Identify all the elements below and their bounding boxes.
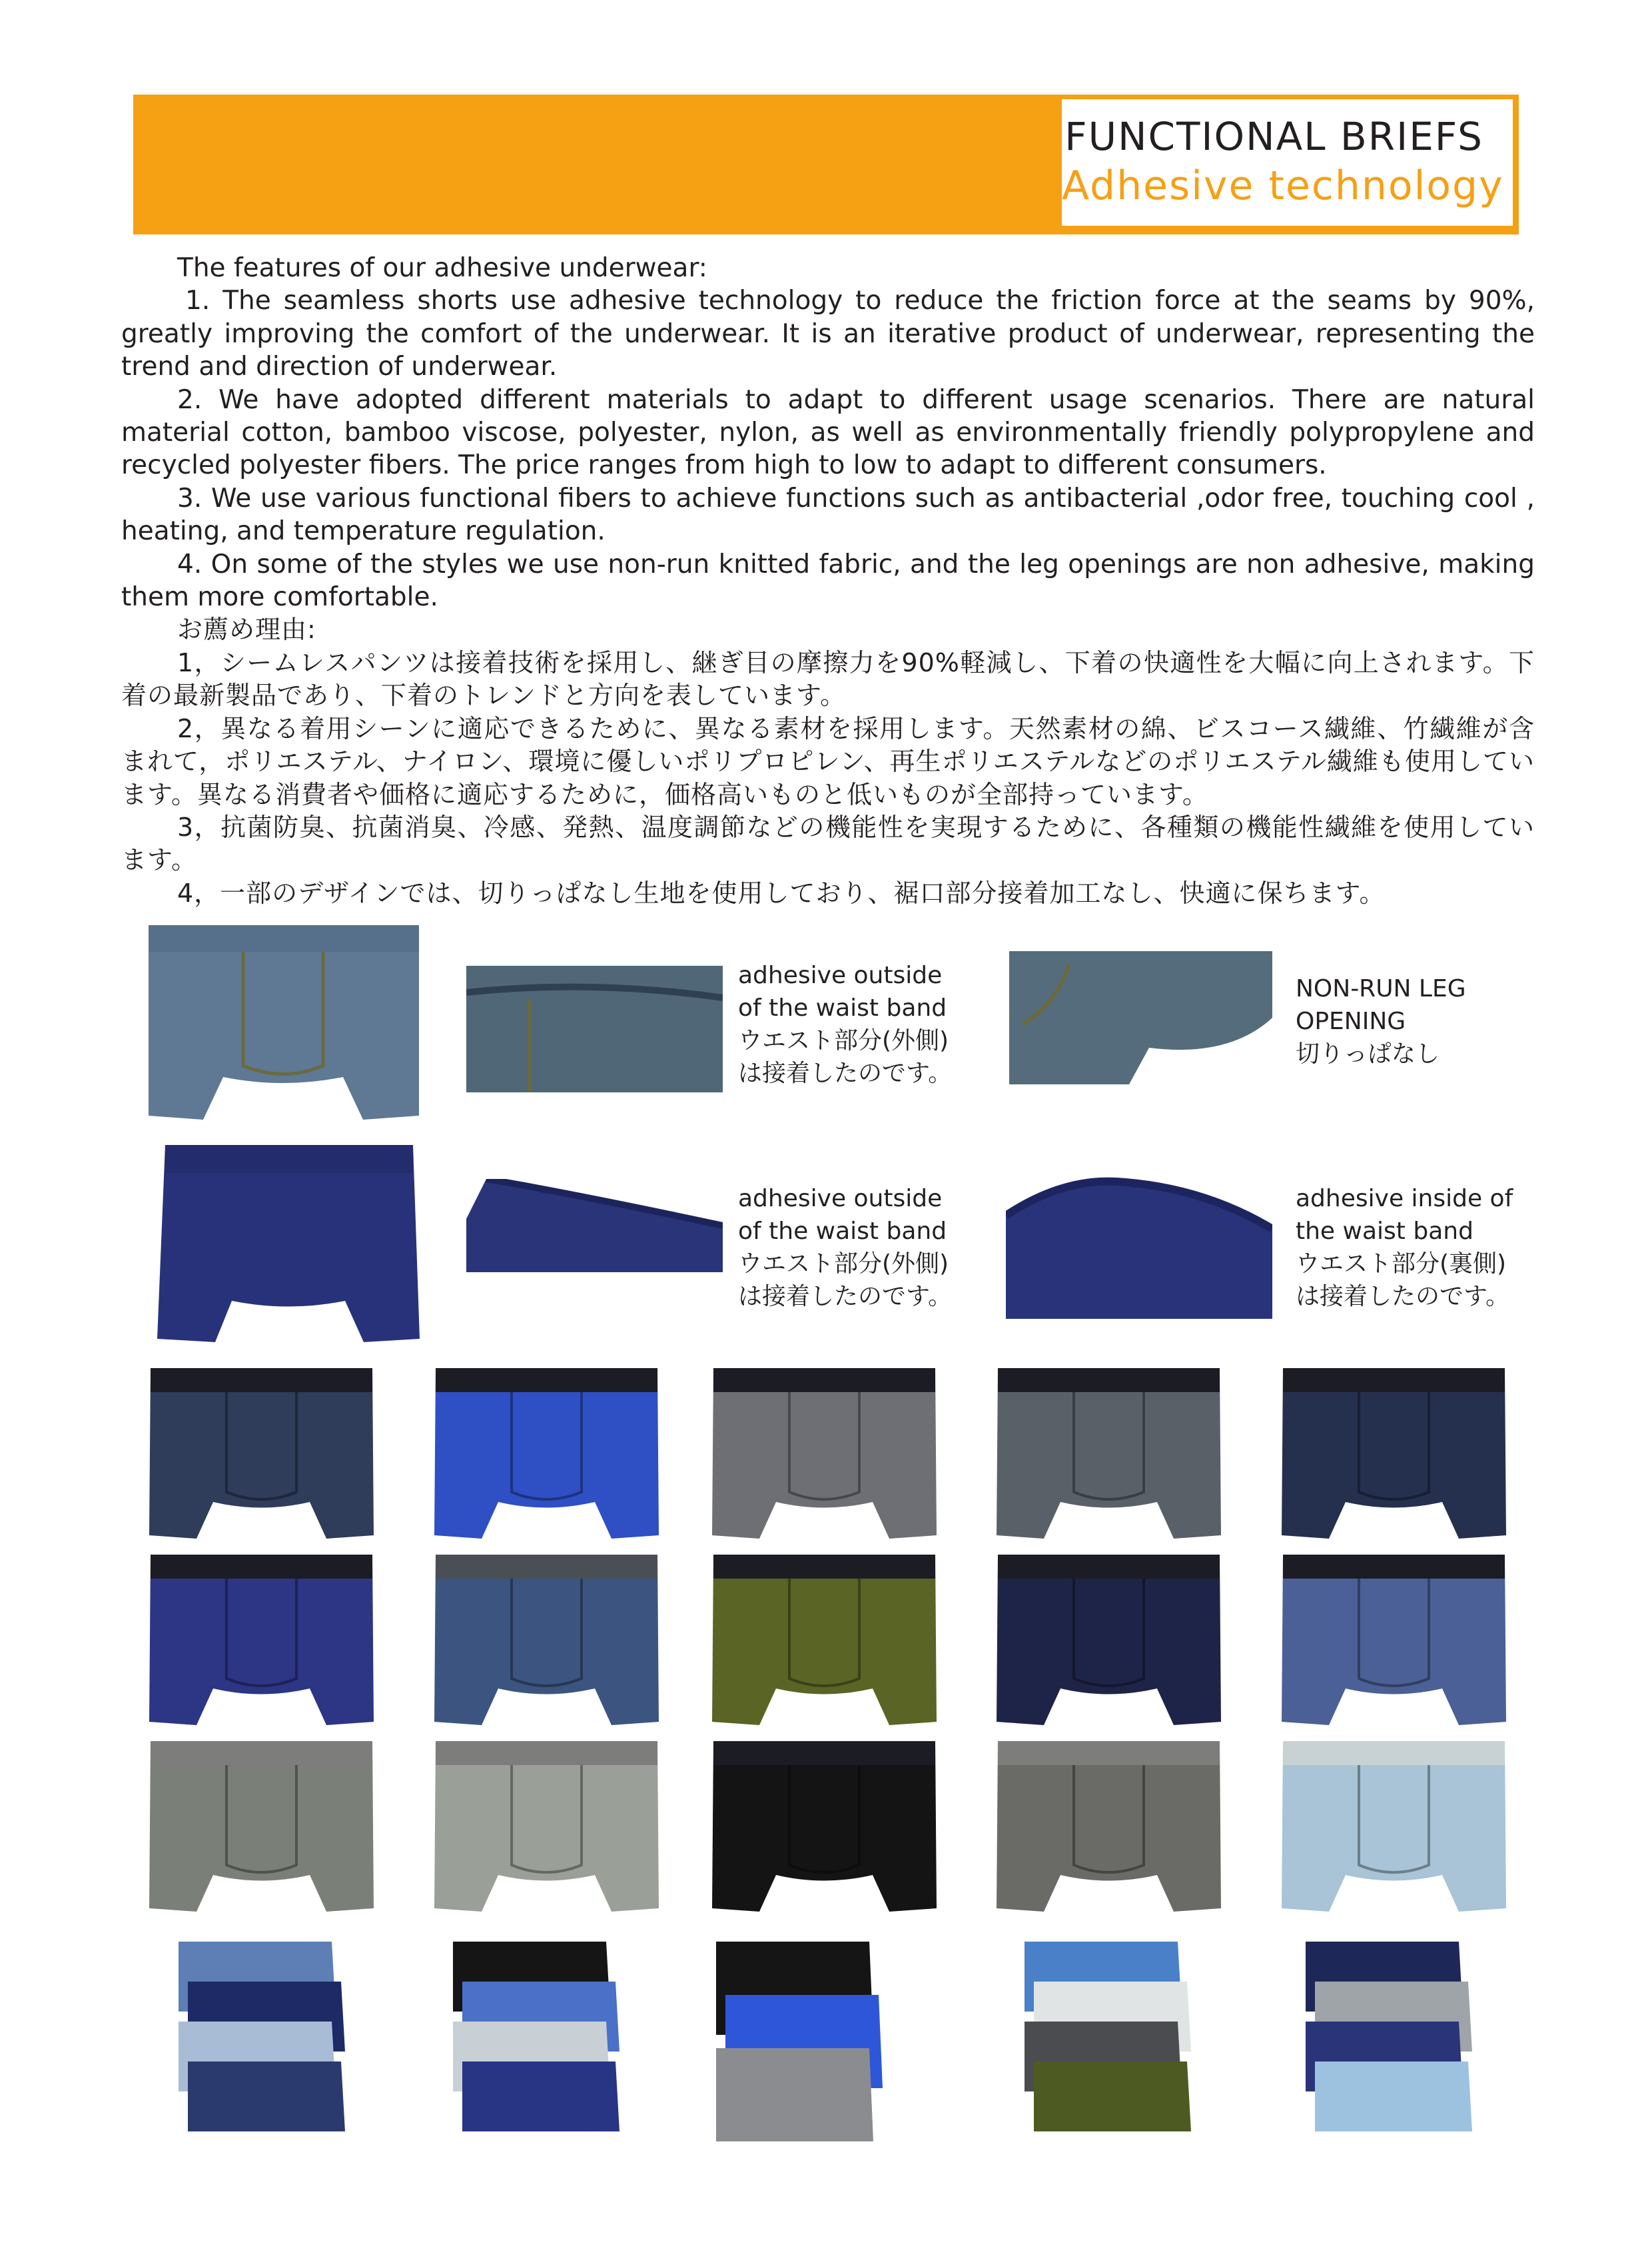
detail-caption: adhesive inside of the waist band ウエスト部分(裏側) は接着したのです。 [1296,1185,1513,1310]
product-photo-brief [432,1365,661,1545]
detail-caption: adhesive outside of the waist band ウエスト部分(外側) は接着したのです。 [738,962,953,1087]
waistband-inside-closeup [1006,1176,1272,1319]
product-photo-brief [994,1552,1224,1732]
jp-heading: お薦め理由: [177,615,316,645]
bundle-pack-photo [453,1942,626,2161]
feature-description [121,252,1535,910]
feature-point: 4. On some of the styles we use non-run knitted fabric, and the leg openings are non adhesive, making them more comfortable. [121,549,1535,613]
detail-caption: adhesive outside of the waist band ウエスト部分(外側) は接着したのです。 [738,1185,953,1310]
page-subtitle: Adhesive technology [1062,163,1504,209]
features-heading: The features of our adhesive underwear: [177,253,707,283]
detail-caption: NON-RUN LEG OPENING 切りっぱなし [1296,975,1466,1068]
product-photo-brief [709,1552,939,1732]
leg-opening-closeup [1009,951,1272,1084]
product-photo-brief [1279,1738,1509,1918]
title-box [1059,97,1515,228]
page-title: FUNCTIONAL BRIEFS [1064,114,1483,159]
bundle-pack-photo [179,1942,352,2161]
jp-point: 1，シームレスパンツは接着技術を採用し、継ぎ目の摩擦力を90%軽減し、下着の快適性を大幅に向上されます。下着の最新製品であり、下着のトレンドと方向を表しています。 [121,647,1535,711]
product-photo-brief [994,1738,1224,1918]
product-photo-brief [709,1738,939,1918]
jp-point: 4，一部のデザインでは、切りっぱなし生地を使用しており、裾口部分接着加工なし、快適に保ちます。 [177,878,1386,908]
product-photo-brief [432,1552,661,1732]
product-photo-navy-brief [152,1142,425,1352]
bundle-pack-photo [716,1942,889,2161]
product-photo-brief [432,1738,661,1918]
jp-point: 3，抗菌防臭、抗菌消臭、冷感、発熱、温度調節などの機能性を実現するために、各種類の機能性繊維を使用しています。 [121,812,1535,875]
product-photo-brief [147,1365,376,1545]
waistband-closeup-grey [466,966,723,1092]
feature-point: 3. We use various functional fibers to achieve functions such as antibacterial ,odor free, touching cool , heating, and temperature regulation. [121,483,1535,547]
product-photo-brief [147,1738,376,1918]
product-photo-brief [709,1365,939,1545]
product-photo-brief [147,1552,376,1732]
product-photo-brief [1279,1365,1509,1545]
bundle-pack-photo [1306,1942,1479,2161]
bundle-pack-photo [1025,1942,1198,2161]
jp-point: 2，異なる着用シーンに適応できるために、異なる素材を採用します。天然素材の綿、ビスコース繊維、竹繊維が含まれて，ポリエステル、ナイロン、環境に優しいポリプロピレン、再生ポリエステルなどのポリエステル繊維も使用しています。異なる消費者や価格に適応するために，価格高いものと低いものが全部持っています。 [121,713,1535,809]
product-photo-brief [1279,1552,1509,1732]
product-photo-grey-brief [143,923,423,1132]
product-photo-brief [994,1365,1224,1545]
feature-point: 1. The seamless shorts use adhesive technology to reduce the friction force at the seams by 90%, greatly improving the comfort of the underwear. It is an iterative product of underwear, representing the trend and direction of underwear. [121,286,1535,382]
feature-point: 2. We have adopted different materials to adapt to different usage scenarios. There are natural material cotton, bamboo viscose, polyester, nylon, as well as environmentally friendly polypropylene and recycled polyester fibers. The price ranges from high to low to adapt to different consumers. [121,384,1535,481]
waistband-closeup-navy [466,1179,723,1272]
